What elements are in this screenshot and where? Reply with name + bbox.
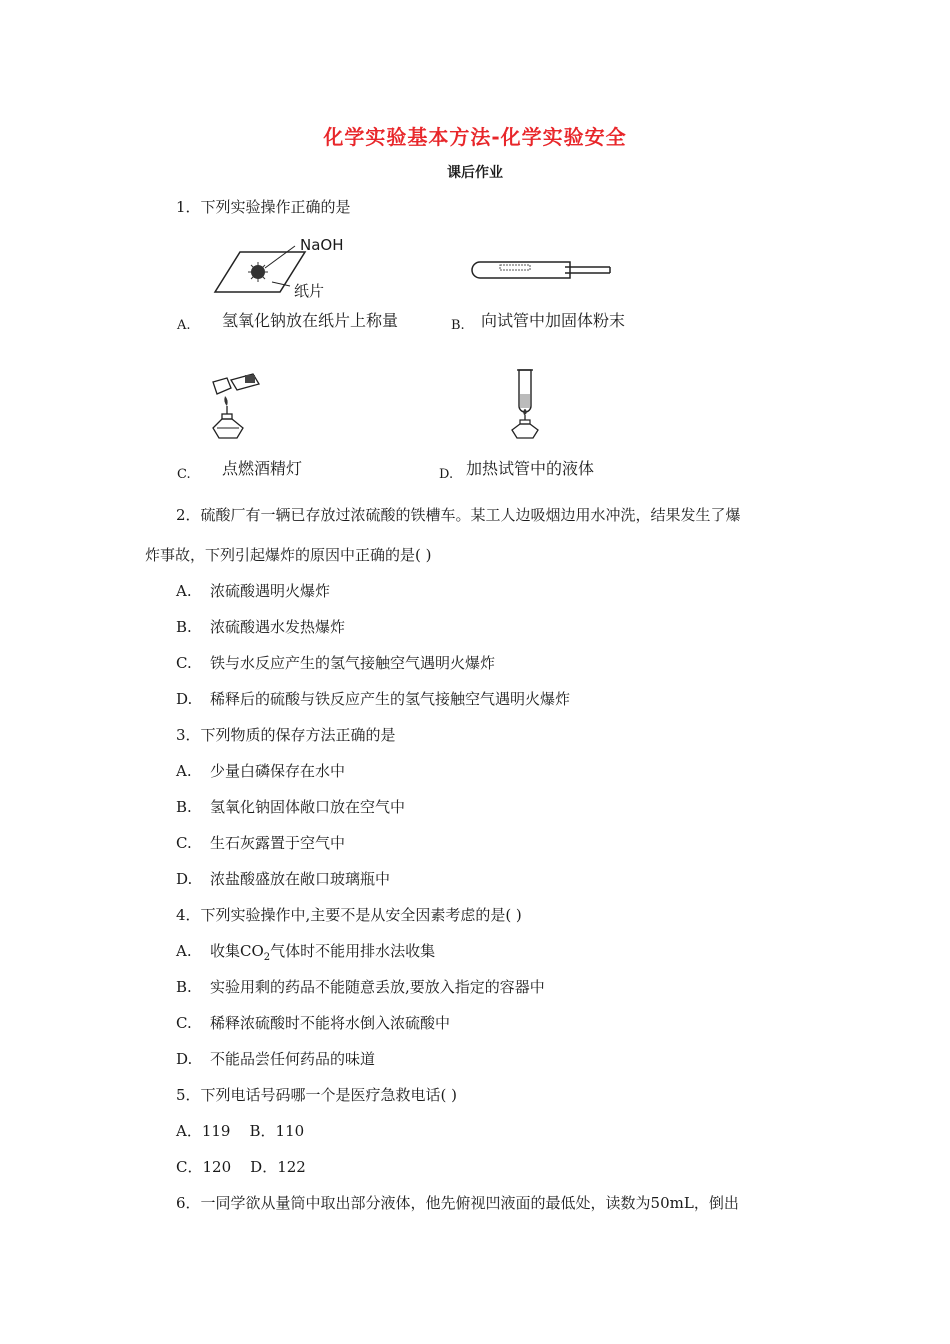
figure-c-caption: 点燃酒精灯 <box>222 459 303 478</box>
page-subtitle: 课后作业 <box>447 165 503 181</box>
question-4-option-c: C. 稀释浓硫酸时不能将水倒入浓硫酸中 <box>176 1014 451 1032</box>
question-3-option-b: B. 氢氧化钠固体敞口放在空气中 <box>176 798 406 816</box>
figure-a-label-naoh: NaOH <box>300 236 344 254</box>
question-5-stem: 5．下列电话号码哪一个是医疗急救电话( ) <box>176 1086 458 1104</box>
figure-a-label-paper: 纸片 <box>294 282 325 300</box>
figure-d-letter: D. <box>439 467 454 482</box>
question-2-option-c: C. 铁与水反应产生的氢气接触空气遇明火爆炸 <box>176 654 496 672</box>
question-4-option-b: B. 实验用剩的药品不能随意丢放,要放入指定的容器中 <box>176 978 545 996</box>
figure-d-heating-test-tube <box>505 368 545 440</box>
question-2-option-a: A. 浓硫酸遇明火爆炸 <box>176 582 331 600</box>
question-4-stem: 4．下列实验操作中,主要不是从安全因素考虑的是( ) <box>176 906 522 924</box>
question-4-option-a: A. 收集$CO_2$气体时不能用排水法收集 <box>176 942 436 963</box>
question-5-options-row2: C．120 D．122 <box>176 1158 306 1176</box>
question-3-option-a: A. 少量白磷保存在水中 <box>176 762 346 780</box>
figure-b-test-tube-powder <box>470 256 620 286</box>
question-6-stem: 6．一同学欲从量筒中取出部分液体，他先俯视凹液面的最低处，读数为50mL，倒出 <box>176 1194 739 1212</box>
figure-b-letter: B. <box>451 318 465 333</box>
question-1-stem: 1．下列实验操作正确的是 <box>176 198 351 216</box>
question-5-options-row1: A．119 B．110 <box>176 1122 305 1140</box>
figure-c-lighting-alcohol-lamp <box>205 372 265 442</box>
question-4-option-d: D. 不能品尝任何药品的味道 <box>176 1050 376 1068</box>
figure-a-caption: 氢氧化钠放在纸片上称量 <box>222 311 399 330</box>
figure-c-letter: C. <box>177 467 191 482</box>
question-2-option-b: B. 浓硫酸遇水发热爆炸 <box>176 618 346 636</box>
figure-d-caption: 加热试管中的液体 <box>466 459 595 478</box>
question-3-option-d: D. 浓盐酸盛放在敞口玻璃瓶中 <box>176 870 391 888</box>
page-title: 化学实验基本方法-化学实验安全 <box>323 125 627 149</box>
figure-a-letter: A. <box>177 318 191 333</box>
figure-b-caption: 向试管中加固体粉末 <box>481 311 626 330</box>
question-2-stem-line1: 2．硫酸厂有一辆已存放过浓硫酸的铁槽车。某工人边吸烟边用水冲洗，结果发生了爆 <box>176 506 741 524</box>
question-3-stem: 3．下列物质的保存方法正确的是 <box>176 726 396 744</box>
question-2-stem-line2: 炸事故，下列引起爆炸的原因中正确的是( ) <box>145 546 432 564</box>
question-2-option-d: D. 稀释后的硫酸与铁反应产生的氢气接触空气遇明火爆炸 <box>176 690 571 708</box>
question-3-option-c: C. 生石灰露置于空气中 <box>176 834 346 852</box>
